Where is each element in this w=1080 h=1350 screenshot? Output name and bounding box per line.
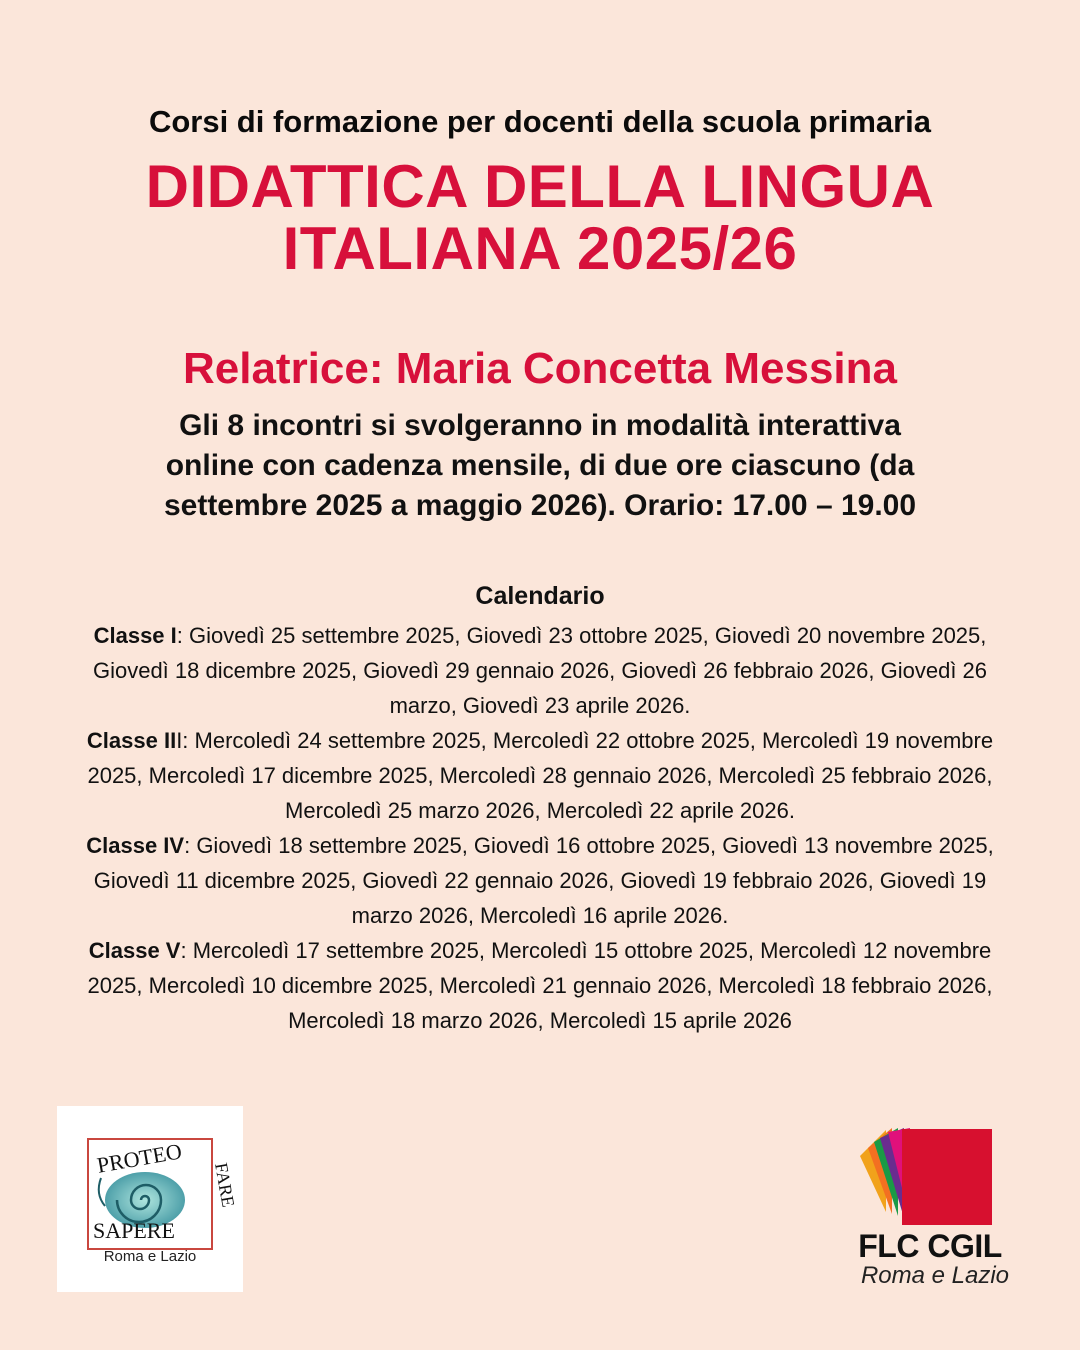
proteo-fare-sapere-logo: [57, 1106, 243, 1292]
calendar-list: [70, 618, 1010, 1038]
class-label: Classe II: [86, 728, 177, 753]
logo-text-bottom: SAPERE: [93, 1218, 175, 1243]
course-subtitle: Corsi di formazione per docenti della scuola primaria: [148, 104, 932, 139]
class-dates: : Giovedì 25 settembre 2025, Giovedì 23 ottobre 2025, Giovedì 20 novembre 2025, Giovedì 18 dicembre 2025, Giovedì 29 gennaio 2026, Giovedì 26 febbraio 2026, Giovedì 26 marzo, Giovedì 23 aprile 2026.: [92, 623, 988, 718]
flc-cgil-brand: FLC CGIL: [858, 1228, 1002, 1264]
logo-text-side: FARE: [211, 1161, 239, 1209]
logo-text-top: PROTEO: [95, 1138, 184, 1178]
logo-left-caption: Roma e Lazio: [103, 1248, 197, 1265]
course-title-line-2: ITALIANA 2025/26: [282, 215, 798, 282]
class-dates: : Giovedì 18 settembre 2025, Giovedì 16 ottobre 2025, Giovedì 13 novembre 2025, Giovedì 11 dicembre 2025, Giovedì 22 gennaio 2026, Giovedì 19 febbraio 2026, Giovedì 19 marzo 2026, Mercoledì 16 aprile 2026.: [93, 833, 994, 928]
class-dates: : Mercoledì 17 settembre 2025, Mercoledì 15 ottobre 2025, Mercoledì 12 novembre 2025, Mercoledì 10 dicembre 2025, Mercoledì 21 gennaio 2026, Mercoledì 18 febbraio 2026, Mercoledì 18 marzo 2026, Mercoledì 15 aprile 2026: [87, 938, 993, 1033]
description-line-2: online con cadenza mensile, di due ore ciascuno (da: [165, 449, 915, 482]
course-title: [0, 153, 1080, 282]
calendar-class-3: [70, 828, 1010, 933]
class-dates: I: Mercoledì 24 settembre 2025, Mercoledì 22 ottobre 2025, Mercoledì 19 novembre 2025, Mercoledì 17 dicembre 2025, Mercoledì 28 gennaio 2026, Mercoledì 25 febbraio 2026, Mercoledì 25 marzo 2026, Mercoledì 22 aprile 2026.: [87, 728, 994, 823]
speaker-name: Relatrice: Maria Concetta Messina: [182, 344, 898, 393]
calendar-class-1: [70, 618, 1010, 723]
course-title-line-1: DIDATTICA DELLA LINGUA: [145, 153, 935, 220]
flc-cgil-region: Roma e Lazio: [860, 1262, 1010, 1289]
calendar-class-2: [70, 723, 1010, 828]
calendar-title: Calendario: [475, 582, 605, 610]
course-description: [80, 406, 1000, 526]
flc-cgil-logo: [850, 1126, 1020, 1296]
flc-flag-icon: [850, 1126, 1020, 1226]
class-label: Classe V: [88, 938, 181, 963]
description-line-1: Gli 8 incontri si svolgeranno in modalità interattiva: [179, 409, 901, 442]
class-label: Classe IV: [86, 833, 185, 858]
class-label: Classe I: [93, 623, 177, 648]
calendar-class-4: [70, 933, 1010, 1038]
description-line-3: settembre 2025 a maggio 2026). Orario: 17.00 – 19.00: [163, 489, 917, 522]
logo-lettering: [57, 1106, 243, 1256]
